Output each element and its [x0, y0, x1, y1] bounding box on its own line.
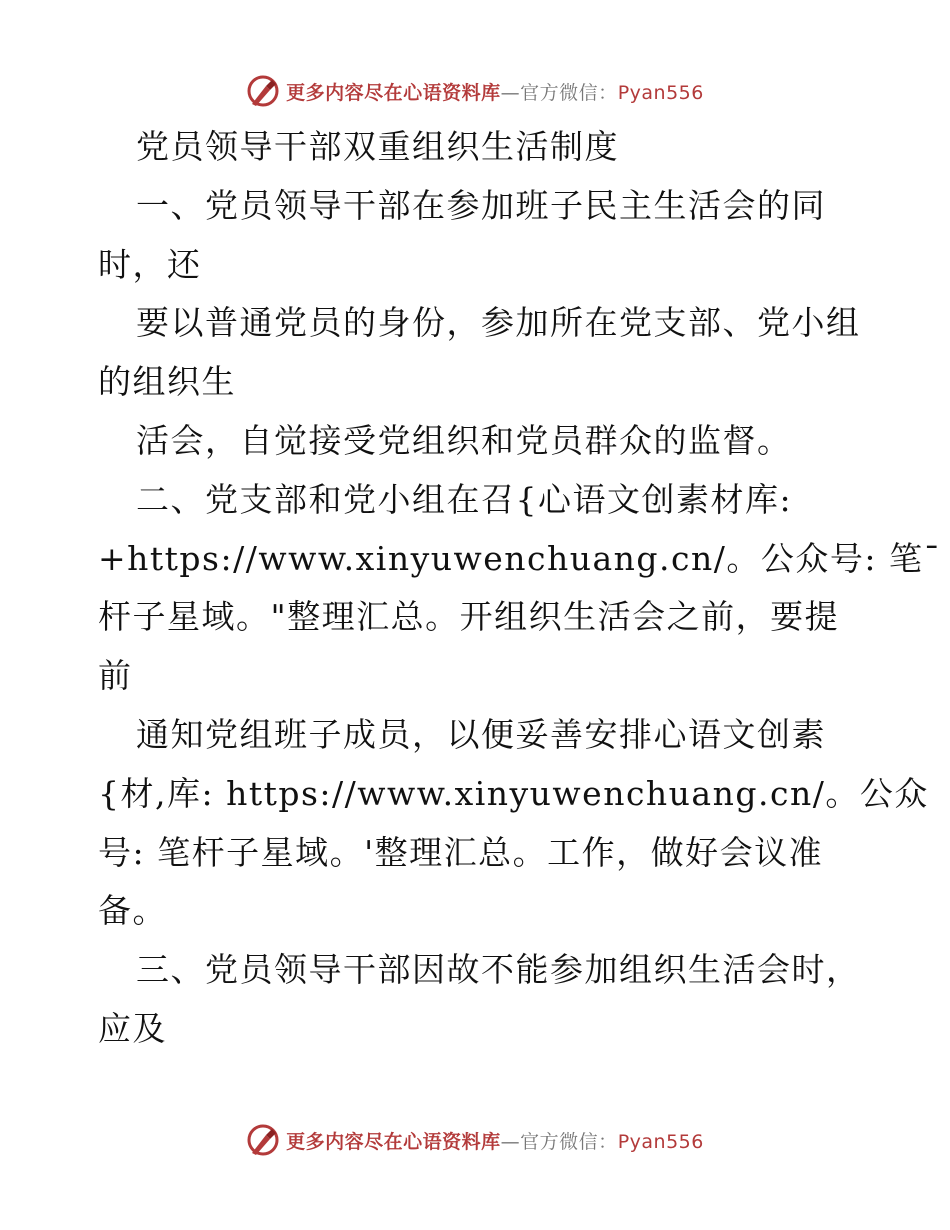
- doc-line: 备。: [98, 891, 167, 931]
- document-title: 党员领导干部双重组织生活制度: [136, 127, 619, 166]
- footer-banner-text: [286, 1127, 704, 1154]
- header-separator: —: [500, 81, 521, 104]
- header-wechat-label: 官方微信：: [520, 81, 618, 104]
- doc-line: 一、党员领导干部在参加班子民主生活会的同: [136, 185, 826, 225]
- footer-wechat-id: Pyan556: [617, 1130, 704, 1153]
- header-banner: [0, 71, 950, 111]
- header-banner-text: [286, 78, 704, 105]
- doc-line: 二、党支部和党小组在召{心语文创素材库:: [136, 479, 793, 519]
- doc-line: 活会，自觉接受党组织和党员群众的监督。: [136, 420, 792, 460]
- doc-line: 要以普通党员的身份，参加所在党支部、党小组: [136, 303, 861, 343]
- pen-logo-icon: [246, 1123, 280, 1157]
- footer-main-text: 更多内容尽在心语资料库: [286, 1130, 501, 1153]
- header-main-text: 更多内容尽在心语资料库: [286, 81, 501, 104]
- doc-line: 通知党组班子成员，以便妥善安排心语文创素: [136, 714, 826, 754]
- footer-separator: —: [500, 1130, 521, 1153]
- doc-line: 杆子星域。"整理汇总。开组织生活会之前，要提: [98, 597, 840, 637]
- doc-line: 前: [98, 656, 133, 696]
- pen-logo-icon: [246, 74, 280, 108]
- header-wechat-id: Pyan556: [617, 81, 704, 104]
- document-body: [98, 118, 942, 1059]
- doc-line: 三、党员领导干部因故不能参加组织生活会时，: [136, 950, 861, 990]
- doc-line: {材,库: https://www.xinyuwenchuang.cn/。公众: [98, 773, 929, 813]
- doc-line: 号: 笔杆子星域。'整理汇总。工作，做好会议准: [98, 832, 824, 872]
- doc-line: 的组织生: [98, 362, 236, 402]
- footer-banner: [0, 1120, 950, 1160]
- doc-line: 时，还: [98, 244, 202, 284]
- doc-line: 应及: [98, 1008, 167, 1048]
- doc-line: +https://www.xinyuwenchuang.cn/。公众号: 笔¯: [98, 538, 942, 578]
- footer-wechat-label: 官方微信：: [520, 1130, 618, 1153]
